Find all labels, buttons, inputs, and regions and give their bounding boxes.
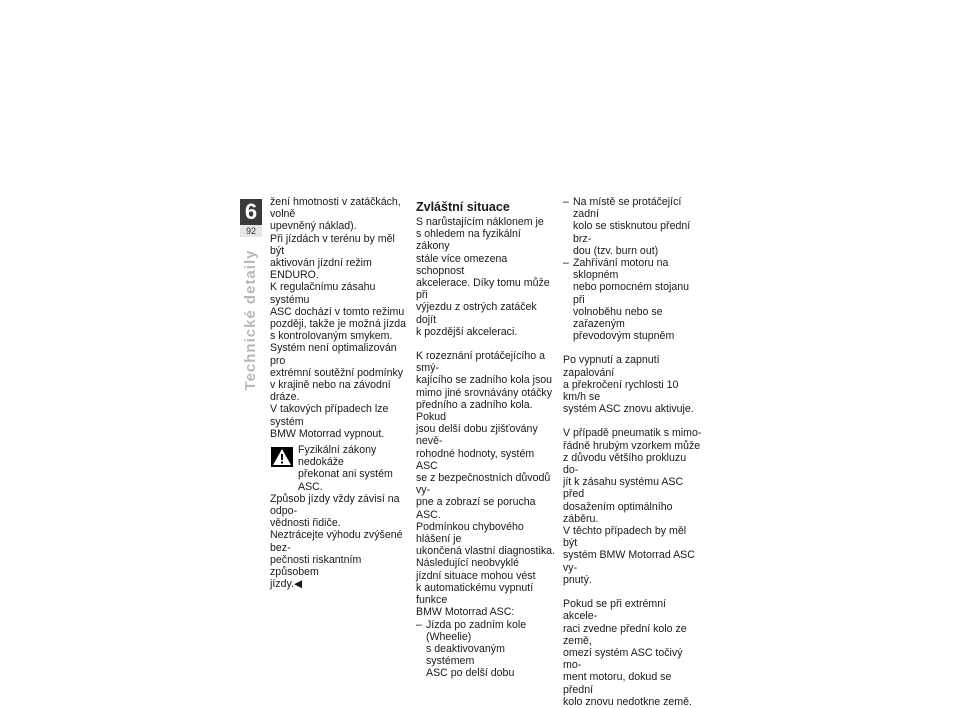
text-line: kolo se stisknutou přední brz- bbox=[573, 220, 691, 245]
text-line: s ohledem na fyzikální zákony bbox=[416, 228, 521, 253]
text-line: systém BMW Motorrad ASC vy- bbox=[563, 549, 695, 574]
text-line: raci zvedne přední kolo ze země, bbox=[563, 622, 687, 647]
section-heading: Zvláštní situace bbox=[416, 200, 510, 214]
text-line: převodovým stupněm bbox=[573, 330, 675, 343]
text-line: vědnosti řidiče. bbox=[270, 517, 341, 530]
chapter-side-title: Technické detaily bbox=[242, 249, 259, 391]
text-line: rohodné hodnoty, systém ASC bbox=[416, 447, 535, 472]
text-line: K regulačnímu zásahu systému bbox=[270, 281, 376, 306]
text-line: Pokud se při extrémní akcele- bbox=[563, 598, 667, 623]
list-dash: – bbox=[416, 618, 422, 631]
text-line: extrémní soutěžní podmínky bbox=[270, 366, 404, 379]
text-line: dou (tzv. burn out) bbox=[573, 244, 659, 257]
text-column-3 bbox=[563, 196, 703, 708]
text-column-1 bbox=[270, 196, 410, 591]
text-line: žení hmotnosti v zatáčkách, volně bbox=[270, 196, 401, 221]
page-number: 92 bbox=[240, 225, 262, 237]
text-line: Jízda po zadním kole (Wheelie) bbox=[426, 618, 527, 643]
list-dash: – bbox=[563, 196, 569, 208]
paragraph bbox=[416, 216, 556, 338]
text-line: pečnosti riskantním způsobem bbox=[270, 553, 362, 579]
text-line: výjezdu z ostrých zatáček dojít bbox=[416, 301, 537, 326]
paragraph bbox=[563, 598, 703, 708]
text-line: k automatickému vypnutí funkce bbox=[416, 581, 534, 607]
text-line: mimo jiné srovnávány otáčky bbox=[416, 386, 553, 399]
text-line: ASC po delší dobu bbox=[426, 667, 515, 680]
text-line: k pozdější akceleraci. bbox=[416, 325, 518, 338]
text-line: se z bezpečnostních důvodů vy- bbox=[416, 472, 551, 497]
text-line: jít k zásahu systému ASC před bbox=[563, 476, 684, 501]
warning-note bbox=[270, 444, 410, 493]
text-line: systém ASC znovu aktivuje. bbox=[563, 403, 694, 416]
paragraph bbox=[563, 354, 703, 415]
text-line: s deaktivovaným systémem bbox=[426, 642, 505, 668]
text-line: akcelerace. Díky tomu může při bbox=[416, 277, 550, 302]
text-column-2 bbox=[416, 200, 556, 680]
chapter-number: 6 bbox=[244, 199, 258, 224]
text-line: V těchto případech by měl být bbox=[563, 525, 687, 550]
text-line: upevněný náklad). bbox=[270, 220, 357, 233]
list-item bbox=[563, 196, 703, 257]
warning-icon bbox=[271, 447, 293, 467]
text-line: Systém není optimalizován pro bbox=[270, 342, 397, 367]
text-line: omezí systém ASC točivý mo- bbox=[563, 646, 683, 672]
paragraph bbox=[563, 427, 703, 586]
text-line: řádně hrubým vzorkem může bbox=[563, 439, 701, 452]
text-line: ukončená vlastní diagnostika. bbox=[416, 545, 555, 558]
paragraph bbox=[270, 196, 410, 440]
text-line: Způsob jízdy vždy závisí na odpo- bbox=[270, 492, 400, 518]
list-item bbox=[563, 257, 703, 342]
text-line: a překročení rychlosti 10 km/h se bbox=[563, 378, 679, 404]
text-line: ASC dochází v tomto režimu bbox=[270, 305, 405, 318]
text-line: kolo znovu nedotkne země. bbox=[563, 695, 692, 708]
text-line: Podmínkou chybového hlášení je bbox=[416, 520, 524, 546]
text-line: ment motoru, dokud se přední bbox=[563, 671, 672, 696]
text-line: pnutý. bbox=[563, 573, 592, 586]
text-line: v krajině nebo na závodní dráze. bbox=[270, 379, 391, 404]
text-line: předního a zadního kola. Pokud bbox=[416, 398, 533, 424]
paragraph bbox=[416, 350, 556, 618]
text-line: BMW Motorrad vypnout. bbox=[270, 427, 385, 440]
text-line: z důvodu většího prokluzu do- bbox=[563, 451, 687, 477]
text-line: volnoběhu nebo se zařazeným bbox=[573, 305, 663, 331]
text-line: Po vypnutí a zapnutí zapalování bbox=[563, 354, 660, 379]
list-item bbox=[416, 619, 556, 680]
text-line: jízdy.◀ bbox=[270, 578, 303, 591]
text-line: BMW Motorrad ASC: bbox=[416, 606, 515, 619]
text-line: dosažením optimálního záběru. bbox=[563, 500, 673, 525]
text-line: s kontrolovaným smykem. bbox=[270, 330, 393, 343]
text-line: pne a zobrazí se porucha ASC. bbox=[416, 496, 536, 521]
text-line: V takových případech lze systém bbox=[270, 403, 389, 428]
text-line: Neztrácejte výhodu zvýšené bez- bbox=[270, 529, 403, 554]
text-line: nebo pomocném stojanu při bbox=[573, 281, 690, 306]
text-line: Zahřívání motoru na sklopném bbox=[573, 257, 669, 282]
paragraph bbox=[270, 493, 410, 591]
text-line: jsou delší dobu zjišťovány nevě- bbox=[416, 423, 538, 448]
warning-text-line: překonat ani systém ASC. bbox=[298, 468, 393, 493]
text-line: jízdní situace mohou vést bbox=[416, 569, 536, 582]
text-line: Při jízdách v terénu by měl být bbox=[270, 232, 395, 257]
text-line: Následující neobvyklé bbox=[416, 557, 520, 570]
text-line: aktivován jízdní režim ENDURO. bbox=[270, 257, 372, 282]
text-line: S narůstajícím náklonem je bbox=[416, 216, 544, 228]
text-line: později, takže je možná jízda bbox=[270, 318, 407, 331]
text-line: stále více omezena schopnost bbox=[416, 252, 508, 277]
text-line: V případě pneumatik s mimo- bbox=[563, 427, 702, 440]
list-dash: – bbox=[563, 257, 569, 270]
text-line: kajícího se zadního kola jsou bbox=[416, 374, 553, 387]
text-line: K rozeznání protáčejícího a smý- bbox=[416, 350, 545, 375]
warning-text-line: Fyzikální zákony nedokáže bbox=[298, 444, 377, 469]
text-line: Na místě se protáčející zadní bbox=[573, 196, 682, 221]
